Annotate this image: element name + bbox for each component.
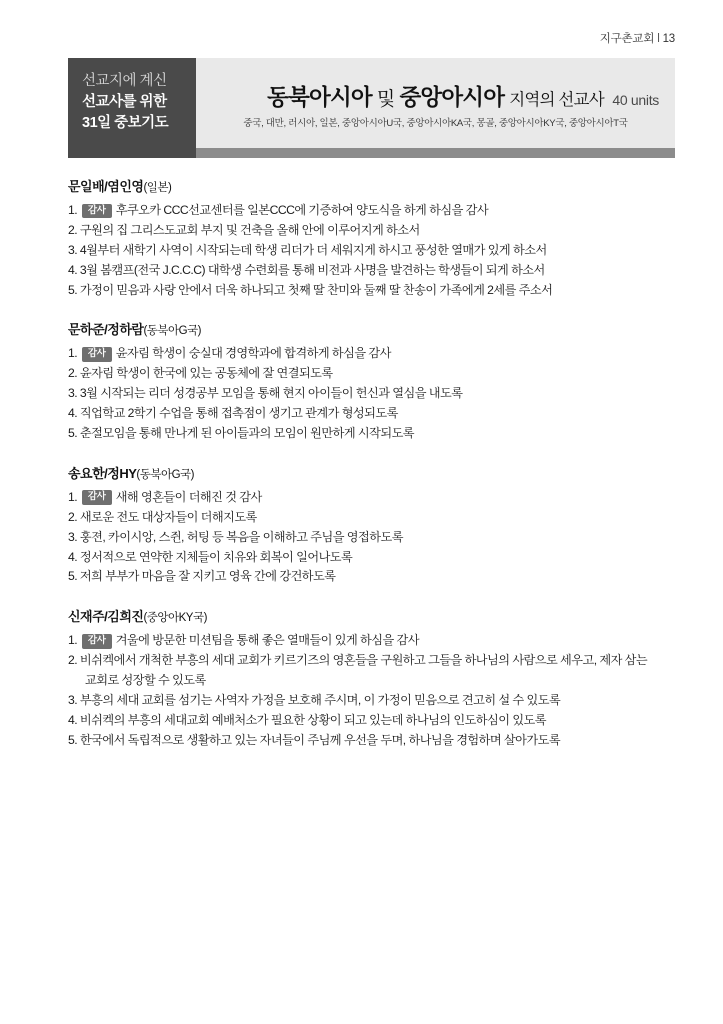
missionary-name-text: 문일배/염인영 [68,179,144,194]
missionary-region: (동북아G국) [136,468,194,481]
prayer-item-number: 5. [68,282,78,297]
prayer-item-number: 1. [68,346,78,361]
prayer-item-number: 2. [68,222,78,237]
prayer-item-number: 5. [68,426,78,441]
page-number: 13 [662,33,675,45]
prayer-item-number: 3. [68,242,78,257]
banner-title-block [196,58,675,158]
prayer-group [68,463,679,587]
prayer-item-number: 1. [68,489,78,504]
prayer-item-text: 비쉬켁에서 개척한 부흥의 세대 교회가 키르기즈의 영혼들을 구원하고 그들을 하나님의 사람으로 세우고, 제자 삼는 [79,653,648,668]
banner-label-line3: 31일 중보기도 [82,115,169,132]
banner-label-line1: 선교지에 계신 [82,73,167,89]
banner-title-conjunction: 및 [376,89,395,110]
prayer-item [68,548,679,568]
prayer-item-number: 2. [68,653,78,668]
prayer-item [68,201,679,221]
prayer-item [68,691,679,711]
prayer-item-text-continued: 교회로 성장할 수 있도록 [85,673,206,688]
prayer-item [68,384,679,404]
prayer-item-text: 윤자림 학생이 한국에 있는 공동체에 잘 연결되도록 [79,366,333,381]
publication-title: 지구촌교회 [599,33,655,45]
prayer-item [68,631,679,651]
prayer-item-text: 춘절모임을 통해 만나게 된 아이들과의 모임이 원만하게 시작되도록 [79,426,415,441]
banner-title [196,80,675,112]
prayer-item-text: 저희 부부가 마음을 잘 지키고 영육 간에 강건하도록 [79,569,336,584]
section-banner [68,58,675,158]
prayer-item-text: 구원의 집 그리스도교회 부지 및 건축을 올해 안에 이루어지게 하소서 [79,222,420,237]
prayer-item [68,488,679,508]
page-header [600,30,675,46]
prayer-item-number: 3. [68,693,78,708]
prayer-item [68,731,679,751]
prayer-item-text: 새로운 전도 대상자들이 더해지도록 [79,509,257,524]
prayer-item [68,651,679,691]
prayer-item-text: 가정이 믿음과 사랑 안에서 더욱 하나되고 첫째 딸 찬미와 둘째 딸 찬송이 가족에게 2세를 주소서 [79,282,553,297]
prayer-item-text: 3월 시작되는 리더 성경공부 모임을 통해 현지 아이들이 헌신과 열심을 내도록 [79,386,463,401]
prayer-item [68,364,679,384]
prayer-item-number: 4. [68,262,78,277]
prayer-item-number: 3. [68,386,78,401]
prayer-item-text: 정서적으로 연약한 지체들이 치유와 회복이 일어나도록 [79,549,353,564]
missionary-region: (동북아G국) [143,325,202,338]
prayer-item-number: 4. [68,549,78,564]
missionary-name-text: 문하준/정하람 [68,322,144,338]
missionary-name-text: 송요한/정HY [68,465,137,481]
missionary-name-text: 신재주/김희진 [68,609,144,625]
prayer-groups [68,176,679,770]
prayer-item-number: 5. [68,732,78,747]
banner-label-line2: 선교사를 위한 [82,94,167,111]
prayer-item [68,508,679,528]
prayer-item-text: 직업학교 2학기 수업을 통해 접촉점이 생기고 관계가 형성되도록 [79,406,398,421]
banner-title-region2: 중앙아시아 [399,85,505,110]
banner-title-region1: 동북아시아 [267,85,372,110]
prayer-item [68,567,679,587]
prayer-item-text: 훙젼, 카이시앙, 스쥔, 허팅 등 복음을 이해하고 주님을 영접하도록 [79,529,403,544]
prayer-item-text: 한국에서 독립적으로 생활하고 있는 자녀들이 주님께 우선을 두며, 하나님을 경험하며 살아가도록 [79,732,561,747]
prayer-group [68,319,679,443]
prayer-item-text: 비쉬켁의 부흥의 세대교회 예배처소가 필요한 상황이 되고 있는데 하나님의 인도하심이 있도록 [79,712,546,727]
prayer-item [68,261,679,281]
missionary-region: (일본) [143,182,172,194]
thanksgiving-badge: 감사 [82,490,112,505]
missionary-name [68,606,679,625]
prayer-item [68,241,679,261]
missionary-name [68,319,679,338]
banner-title-suffix: 지역의 선교사 [509,91,604,109]
prayer-item [68,221,679,241]
prayer-item [68,528,679,548]
header-separator: l [657,33,660,45]
thanksgiving-badge: 감사 [82,347,112,362]
prayer-item [68,344,679,364]
banner-unit-count: 40 units [612,92,659,108]
prayer-item-text: 3월 봄캠프(전국 J.C.C.C) 대학생 수련회를 통해 비전과 사명을 발견하는 학생들이 되게 하소서 [79,262,545,277]
prayer-item-number: 2. [68,366,78,381]
prayer-item-text: 새해 영혼들이 더해진 것 감사 [115,489,262,504]
prayer-item-number: 1. [68,633,78,648]
prayer-group [68,606,679,750]
prayer-item-number: 4. [68,406,78,421]
thanksgiving-badge: 감사 [82,204,112,219]
banner-bottom-rule [196,148,675,158]
prayer-group [68,176,679,300]
prayer-item [68,281,679,301]
missionary-name [68,463,679,482]
missionary-region: (중앙아KY국) [143,612,207,625]
prayer-item [68,404,679,424]
prayer-item-text: 후쿠오카 CCC선교센터를 일본CCC에 기증하여 양도식을 하게 하심을 감사 [115,203,489,217]
prayer-item-number: 5. [68,569,78,584]
prayer-item-number: 1. [68,203,78,217]
prayer-item [68,711,679,731]
thanksgiving-badge: 감사 [82,634,112,649]
prayer-item-number: 3. [68,529,78,544]
prayer-item-text: 부흥의 세대 교회를 섬기는 사역자 가정을 보호해 주시며, 이 가정이 믿음으로 견고히 설 수 있도록 [79,693,561,708]
banner-region-list: 중국, 대만, 러시아, 일본, 중앙아시아U국, 중앙아시아KA국, 몽골, 중앙아시아KY국, 중앙아시아T국 [243,118,628,129]
banner-label-block [68,58,196,158]
prayer-item-text: 4월부터 새학기 사역이 시작되는데 학생 리더가 더 세워지게 하시고 풍성한 열매가 있게 하소서 [79,242,547,257]
prayer-item-text: 겨울에 방문한 미션팀을 통해 좋은 열매들이 있게 하심을 감사 [115,633,419,648]
prayer-item [68,424,679,444]
prayer-item-text: 윤자림 학생이 숭실대 경영학과에 합격하게 하심을 감사 [115,346,391,361]
prayer-item-number: 4. [68,712,78,727]
prayer-item-number: 2. [68,509,78,524]
missionary-name [68,176,679,195]
